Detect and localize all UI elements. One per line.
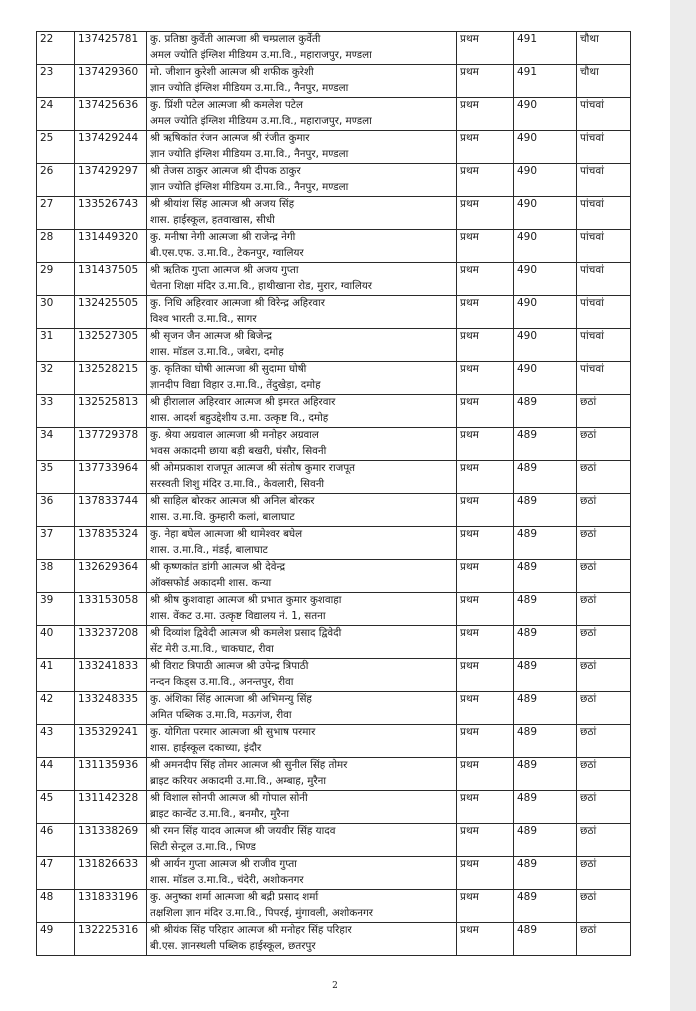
division-cell: प्रथम bbox=[457, 758, 514, 791]
table-row bbox=[37, 164, 631, 197]
student-name: श्री विशाल सोनपी आत्मज श्री गोपाल सोनी bbox=[150, 792, 308, 804]
marks-cell: 490 bbox=[514, 329, 577, 362]
division-cell: प्रथम bbox=[457, 362, 514, 395]
rank-cell: छठां bbox=[577, 659, 631, 692]
student-name: श्री आर्यन गुप्ता आत्मज श्री राजीव गुप्ता bbox=[150, 858, 297, 870]
student-name: कु. प्रिंशी पटेल आत्मजा श्री कमलेश पटेल bbox=[150, 99, 303, 111]
division-cell: प्रथम bbox=[457, 692, 514, 725]
table-row bbox=[37, 824, 631, 857]
school-name: ज्ञान ज्योति इंग्लिश मीडियम उ.मा.वि., नैनपुर, मण्डला bbox=[150, 147, 349, 160]
serial-number-cell: 40 bbox=[37, 626, 75, 659]
student-name: कु. कृतिका घोषी आत्मजा श्री सुदामा घोषी bbox=[150, 363, 307, 375]
roll-number-cell: 132528215 bbox=[75, 362, 147, 395]
division-cell: प्रथम bbox=[457, 461, 514, 494]
division-cell: प्रथम bbox=[457, 659, 514, 692]
student-name: कु. मनीषा नेगी आत्मजा श्री राजेन्द्र नेगी bbox=[150, 231, 296, 243]
student-cell bbox=[147, 164, 457, 197]
rank-cell: पांचवां bbox=[577, 329, 631, 362]
student-cell bbox=[147, 659, 457, 692]
marks-cell: 490 bbox=[514, 296, 577, 329]
marks-cell: 490 bbox=[514, 263, 577, 296]
division-cell: प्रथम bbox=[457, 791, 514, 824]
marks-cell: 489 bbox=[514, 659, 577, 692]
marks-cell: 489 bbox=[514, 626, 577, 659]
marks-cell: 489 bbox=[514, 824, 577, 857]
student-cell bbox=[147, 230, 457, 263]
student-cell bbox=[147, 560, 457, 593]
division-cell: प्रथम bbox=[457, 857, 514, 890]
division-cell: प्रथम bbox=[457, 560, 514, 593]
roll-number-cell: 137425636 bbox=[75, 98, 147, 131]
division-cell: प्रथम bbox=[457, 626, 514, 659]
division-cell: प्रथम bbox=[457, 890, 514, 923]
marks-cell: 489 bbox=[514, 560, 577, 593]
student-name: कु. अनुष्का शर्मा आत्मजा श्री बद्री प्रसाद शर्मा bbox=[150, 891, 319, 903]
rank-cell: छठां bbox=[577, 560, 631, 593]
table-row bbox=[37, 890, 631, 923]
serial-number-cell: 25 bbox=[37, 131, 75, 164]
serial-number-cell: 27 bbox=[37, 197, 75, 230]
table-row bbox=[37, 296, 631, 329]
rank-cell: पांचवां bbox=[577, 131, 631, 164]
division-cell: प्रथम bbox=[457, 329, 514, 362]
school-name: शास. हाईस्कूल दकाच्या, इंदौर bbox=[150, 741, 262, 754]
marks-cell: 489 bbox=[514, 461, 577, 494]
table-row bbox=[37, 923, 631, 956]
student-cell bbox=[147, 362, 457, 395]
school-name: सेंट मेरी उ.मा.वि., चाकघाट, रीवा bbox=[150, 642, 274, 655]
marks-cell: 489 bbox=[514, 428, 577, 461]
serial-number-cell: 38 bbox=[37, 560, 75, 593]
serial-number-cell: 32 bbox=[37, 362, 75, 395]
roll-number-cell: 133526743 bbox=[75, 197, 147, 230]
roll-number-cell: 133237208 bbox=[75, 626, 147, 659]
table-row bbox=[37, 32, 631, 65]
serial-number-cell: 48 bbox=[37, 890, 75, 923]
table-row bbox=[37, 758, 631, 791]
marks-cell: 489 bbox=[514, 395, 577, 428]
marks-cell: 490 bbox=[514, 362, 577, 395]
serial-number-cell: 41 bbox=[37, 659, 75, 692]
marks-cell: 489 bbox=[514, 923, 577, 956]
roll-number-cell: 132525813 bbox=[75, 395, 147, 428]
serial-number-cell: 30 bbox=[37, 296, 75, 329]
school-name: ज्ञान ज्योति इंग्लिश मीडियम उ.मा.वि., नैनपुर, मण्डला bbox=[150, 81, 349, 94]
student-name: कु. श्रेया अग्रवाल आत्मजा श्री मनोहर अग्रवाल bbox=[150, 429, 319, 441]
serial-number-cell: 34 bbox=[37, 428, 75, 461]
roll-number-cell: 132425505 bbox=[75, 296, 147, 329]
roll-number-cell: 135329241 bbox=[75, 725, 147, 758]
roll-number-cell: 137429297 bbox=[75, 164, 147, 197]
student-name: कु. अंशिका सिंह आत्मजा श्री अभिमन्यु सिंह bbox=[150, 693, 312, 705]
school-name: शास. आदर्श बहुउद्देशीय उ.मा. उत्कृष्ट वि., दमोह bbox=[150, 411, 329, 424]
rank-cell: पांचवां bbox=[577, 263, 631, 296]
student-cell bbox=[147, 263, 457, 296]
school-name: ब्राइट करियर अकादमी उ.मा.वि., अम्बाह, मुरैना bbox=[150, 774, 327, 787]
school-name: भवस अकादमी छाया बड़ी बखरी, घंसौर, सिवनी bbox=[150, 444, 327, 457]
serial-number-cell: 33 bbox=[37, 395, 75, 428]
rank-cell: छठां bbox=[577, 428, 631, 461]
student-name: श्री हीरालाल अहिरवार आत्मज श्री इमरत अहिरवार bbox=[150, 396, 336, 408]
table-row bbox=[37, 263, 631, 296]
student-cell bbox=[147, 32, 457, 65]
marks-cell: 489 bbox=[514, 758, 577, 791]
roll-number-cell: 137835324 bbox=[75, 527, 147, 560]
serial-number-cell: 44 bbox=[37, 758, 75, 791]
table-row bbox=[37, 857, 631, 890]
table-row bbox=[37, 428, 631, 461]
student-name: श्री श्रीयांश सिंह आत्मज श्री अजय सिंह bbox=[150, 198, 295, 210]
serial-number-cell: 22 bbox=[37, 32, 75, 65]
table-row bbox=[37, 230, 631, 263]
merit-list-table bbox=[36, 31, 631, 956]
rank-cell: छठां bbox=[577, 890, 631, 923]
serial-number-cell: 47 bbox=[37, 857, 75, 890]
rank-cell: छठां bbox=[577, 725, 631, 758]
serial-number-cell: 29 bbox=[37, 263, 75, 296]
marks-cell: 490 bbox=[514, 197, 577, 230]
marks-cell: 489 bbox=[514, 725, 577, 758]
rank-cell: छठां bbox=[577, 395, 631, 428]
roll-number-cell: 133241833 bbox=[75, 659, 147, 692]
serial-number-cell: 43 bbox=[37, 725, 75, 758]
student-cell bbox=[147, 593, 457, 626]
division-cell: प्रथम bbox=[457, 593, 514, 626]
table-row bbox=[37, 527, 631, 560]
school-name: शास. वेंकट उ.मा. उत्कृष्ट विद्यालय नं. 1, सतना bbox=[150, 609, 326, 622]
marks-cell: 490 bbox=[514, 230, 577, 263]
student-cell bbox=[147, 197, 457, 230]
student-cell bbox=[147, 296, 457, 329]
serial-number-cell: 36 bbox=[37, 494, 75, 527]
page-number: 2 bbox=[332, 981, 338, 991]
student-name: कु. प्रतिष्ठा कुर्वेती आत्मजा श्री चम्प्रलाल कुर्वेती bbox=[150, 33, 321, 45]
marks-cell: 489 bbox=[514, 857, 577, 890]
school-name: अमल ज्योति इंग्लिश मीडियम उ.मा.वि., महाराजपुर, मण्डला bbox=[150, 48, 372, 61]
division-cell: प्रथम bbox=[457, 824, 514, 857]
division-cell: प्रथम bbox=[457, 230, 514, 263]
rank-cell: छठां bbox=[577, 758, 631, 791]
student-cell bbox=[147, 395, 457, 428]
serial-number-cell: 42 bbox=[37, 692, 75, 725]
student-name: श्री कृष्णकांत डांगी आत्मज श्री देवेन्द्र bbox=[150, 561, 286, 573]
school-name: शास. हाईस्कूल, हतवाखास, सीधी bbox=[150, 213, 275, 226]
table-row bbox=[37, 626, 631, 659]
student-cell bbox=[147, 692, 457, 725]
table-row bbox=[37, 692, 631, 725]
marks-cell: 490 bbox=[514, 131, 577, 164]
rank-cell: छठां bbox=[577, 692, 631, 725]
student-name: श्री तेजस ठाकुर आत्मज श्री दीपक ठाकुर bbox=[150, 165, 301, 177]
school-name: विश्व भारती उ.मा.वि., सागर bbox=[150, 312, 257, 325]
rank-cell: छठां bbox=[577, 923, 631, 956]
marks-cell: 490 bbox=[514, 98, 577, 131]
serial-number-cell: 45 bbox=[37, 791, 75, 824]
serial-number-cell: 26 bbox=[37, 164, 75, 197]
rank-cell: चौथा bbox=[577, 65, 631, 98]
division-cell: प्रथम bbox=[457, 98, 514, 131]
student-cell bbox=[147, 824, 457, 857]
serial-number-cell: 23 bbox=[37, 65, 75, 98]
school-name: नन्दन किड्स उ.मा.वि., अनन्तपुर, रीवा bbox=[150, 675, 294, 688]
marks-cell: 489 bbox=[514, 692, 577, 725]
student-name: श्री रमन सिंह यादव आत्मज श्री जयवीर सिंह यादव bbox=[150, 825, 336, 837]
table-row bbox=[37, 131, 631, 164]
table-row bbox=[37, 395, 631, 428]
table-row bbox=[37, 65, 631, 98]
marks-cell: 489 bbox=[514, 791, 577, 824]
rank-cell: पांचवां bbox=[577, 197, 631, 230]
student-name: श्री श्रीष कुशवाहा आत्मज श्री प्रभात कुमार कुशवाहा bbox=[150, 594, 342, 606]
table-row bbox=[37, 98, 631, 131]
division-cell: प्रथम bbox=[457, 164, 514, 197]
serial-number-cell: 24 bbox=[37, 98, 75, 131]
rank-cell: छठां bbox=[577, 593, 631, 626]
serial-number-cell: 46 bbox=[37, 824, 75, 857]
roll-number-cell: 132225316 bbox=[75, 923, 147, 956]
division-cell: प्रथम bbox=[457, 131, 514, 164]
table-row bbox=[37, 659, 631, 692]
student-name: श्री ऋषिकांत रंजन आत्मज श्री रंजीत कुमार bbox=[150, 132, 310, 144]
student-name: कु. नेहा बघेल आत्मजा श्री थामेश्वर बघेल bbox=[150, 528, 303, 540]
school-name: ज्ञान ज्योति इंग्लिश मीडियम उ.मा.वि., नैनपुर, मण्डला bbox=[150, 180, 349, 193]
roll-number-cell: 133153058 bbox=[75, 593, 147, 626]
roll-number-cell: 137833744 bbox=[75, 494, 147, 527]
table-row bbox=[37, 329, 631, 362]
division-cell: प्रथम bbox=[457, 197, 514, 230]
student-cell bbox=[147, 626, 457, 659]
division-cell: प्रथम bbox=[457, 527, 514, 560]
rank-cell: पांचवां bbox=[577, 362, 631, 395]
roll-number-cell: 132527305 bbox=[75, 329, 147, 362]
roll-number-cell: 131449320 bbox=[75, 230, 147, 263]
student-name: मो. जीशान कुरेशी आत्मज श्री शफीक कुरेशी bbox=[150, 66, 314, 78]
table-row bbox=[37, 494, 631, 527]
student-name: श्री श्रीयंक सिंह परिहार आत्मज श्री मनोहर सिंह परिहार bbox=[150, 924, 352, 936]
student-name: श्री विराट त्रिपाठी आत्मज श्री उपेन्द्र त्रिपाठी bbox=[150, 660, 309, 672]
school-name: बी.एस.एफ. उ.मा.वि., टेकनपुर, ग्वालियर bbox=[150, 246, 304, 259]
rank-cell: पांचवां bbox=[577, 230, 631, 263]
division-cell: प्रथम bbox=[457, 494, 514, 527]
serial-number-cell: 39 bbox=[37, 593, 75, 626]
table-row bbox=[37, 362, 631, 395]
student-name: श्री साहिल बोरकर आत्मज श्री अनिल बोरकर bbox=[150, 495, 315, 507]
roll-number-cell: 137429244 bbox=[75, 131, 147, 164]
student-name: श्री अमनदीप सिंह तोमर आत्मज श्री सुनील सिंह तोमर bbox=[150, 759, 348, 771]
marks-cell: 489 bbox=[514, 527, 577, 560]
table-row bbox=[37, 197, 631, 230]
page-edge-margin bbox=[670, 0, 696, 1011]
school-name: शास. उ.मा.वि., मंडई, बालाघाट bbox=[150, 543, 268, 556]
table-row bbox=[37, 461, 631, 494]
division-cell: प्रथम bbox=[457, 395, 514, 428]
rank-cell: पांचवां bbox=[577, 98, 631, 131]
school-name: सिटी सेन्ट्रल उ.मा.वि., भिण्ड bbox=[150, 840, 256, 853]
roll-number-cell: 132629364 bbox=[75, 560, 147, 593]
roll-number-cell: 137425781 bbox=[75, 32, 147, 65]
student-name: कु. योगिता परमार आत्मजा श्री सुभाष परमार bbox=[150, 726, 316, 738]
school-name: शास. मॉडल उ.मा.वि., चंदेरी, अशोकनगर bbox=[150, 873, 304, 886]
roll-number-cell: 131437505 bbox=[75, 263, 147, 296]
table-row bbox=[37, 725, 631, 758]
division-cell: प्रथम bbox=[457, 923, 514, 956]
student-cell bbox=[147, 527, 457, 560]
student-name: श्री ओमप्रकाश राजपूत आत्मज श्री संतोष कुमार राजपूत bbox=[150, 462, 356, 474]
serial-number-cell: 35 bbox=[37, 461, 75, 494]
marks-cell: 490 bbox=[514, 164, 577, 197]
rank-cell: छठां bbox=[577, 791, 631, 824]
roll-number-cell: 131142328 bbox=[75, 791, 147, 824]
table-row bbox=[37, 791, 631, 824]
rank-cell: छठां bbox=[577, 527, 631, 560]
marks-cell: 489 bbox=[514, 494, 577, 527]
rank-cell: छठां bbox=[577, 461, 631, 494]
school-name: बी.एस. ज्ञानस्थली पब्लिक हाईस्कूल, छतरपुर bbox=[150, 939, 316, 952]
table-row bbox=[37, 593, 631, 626]
student-cell bbox=[147, 461, 457, 494]
student-cell bbox=[147, 329, 457, 362]
school-name: ब्राइट कान्वेंट उ.मा.वि., बनमौर, मुरैना bbox=[150, 807, 290, 820]
student-name: कु. निधि अहिरवार आत्मजा श्री विरेन्द्र अहिरवार bbox=[150, 297, 325, 309]
school-name: तक्षशिला ज्ञान मंदिर उ.मा.वि., पिपरई, मुंगावली, अशोकनगर bbox=[150, 906, 373, 919]
division-cell: प्रथम bbox=[457, 32, 514, 65]
student-cell bbox=[147, 428, 457, 461]
marks-cell: 491 bbox=[514, 65, 577, 98]
student-cell bbox=[147, 791, 457, 824]
student-cell bbox=[147, 65, 457, 98]
marks-cell: 489 bbox=[514, 593, 577, 626]
student-name: श्री ऋतिक गुप्ता आत्मज श्री अजय गुप्ता bbox=[150, 264, 299, 276]
division-cell: प्रथम bbox=[457, 263, 514, 296]
marks-cell: 489 bbox=[514, 890, 577, 923]
table-row bbox=[37, 560, 631, 593]
serial-number-cell: 31 bbox=[37, 329, 75, 362]
school-name: शास. उ.मा.वि. कुम्हारी कलां, बालाघाट bbox=[150, 510, 295, 523]
rank-cell: छठां bbox=[577, 494, 631, 527]
roll-number-cell: 131135936 bbox=[75, 758, 147, 791]
roll-number-cell: 131826633 bbox=[75, 857, 147, 890]
merit-list-body bbox=[37, 32, 631, 956]
rank-cell: पांचवां bbox=[577, 164, 631, 197]
student-cell bbox=[147, 857, 457, 890]
student-cell bbox=[147, 725, 457, 758]
division-cell: प्रथम bbox=[457, 296, 514, 329]
school-name: अमल ज्योति इंग्लिश मीडियम उ.मा.वि., महाराजपुर, मण्डला bbox=[150, 114, 372, 127]
serial-number-cell: 37 bbox=[37, 527, 75, 560]
serial-number-cell: 28 bbox=[37, 230, 75, 263]
serial-number-cell: 49 bbox=[37, 923, 75, 956]
rank-cell: पांचवां bbox=[577, 296, 631, 329]
student-cell bbox=[147, 131, 457, 164]
division-cell: प्रथम bbox=[457, 428, 514, 461]
school-name: ऑक्सफोर्ड अकादमी शास. कन्या bbox=[150, 576, 272, 589]
student-cell bbox=[147, 758, 457, 791]
roll-number-cell: 137729378 bbox=[75, 428, 147, 461]
rank-cell: चौथा bbox=[577, 32, 631, 65]
school-name: ज्ञानदीप विद्या विहार उ.मा.वि., तेंदुखेड़ा, दमोह bbox=[150, 378, 321, 391]
student-cell bbox=[147, 923, 457, 956]
rank-cell: छठां bbox=[577, 824, 631, 857]
roll-number-cell: 137733964 bbox=[75, 461, 147, 494]
school-name: शास. मॉडल उ.मा.वि., जबेरा, दमोह bbox=[150, 345, 284, 358]
roll-number-cell: 131833196 bbox=[75, 890, 147, 923]
roll-number-cell: 131338269 bbox=[75, 824, 147, 857]
roll-number-cell: 133248335 bbox=[75, 692, 147, 725]
roll-number-cell: 137429360 bbox=[75, 65, 147, 98]
student-cell bbox=[147, 494, 457, 527]
marks-cell: 491 bbox=[514, 32, 577, 65]
rank-cell: छठां bbox=[577, 857, 631, 890]
student-cell bbox=[147, 890, 457, 923]
school-name: सरस्वती शिशु मंदिर उ.मा.वि., केवलारी, सिवनी bbox=[150, 477, 325, 490]
division-cell: प्रथम bbox=[457, 65, 514, 98]
student-cell bbox=[147, 98, 457, 131]
student-name: श्री दिव्यांश द्विवेदी आत्मज श्री कमलेश प्रसाद द्विवेदी bbox=[150, 627, 342, 639]
school-name: चेतना शिक्षा मंदिर उ.मा.वि., हाथीखाना रोड, मुरार, ग्वालियर bbox=[150, 279, 373, 292]
division-cell: प्रथम bbox=[457, 725, 514, 758]
rank-cell: छठां bbox=[577, 626, 631, 659]
student-name: श्री सृजन जैन आत्मज श्री बिजेन्द्र bbox=[150, 330, 273, 342]
school-name: अमित पब्लिक उ.मा.वि, मऊगंज, रीवा bbox=[150, 708, 292, 721]
